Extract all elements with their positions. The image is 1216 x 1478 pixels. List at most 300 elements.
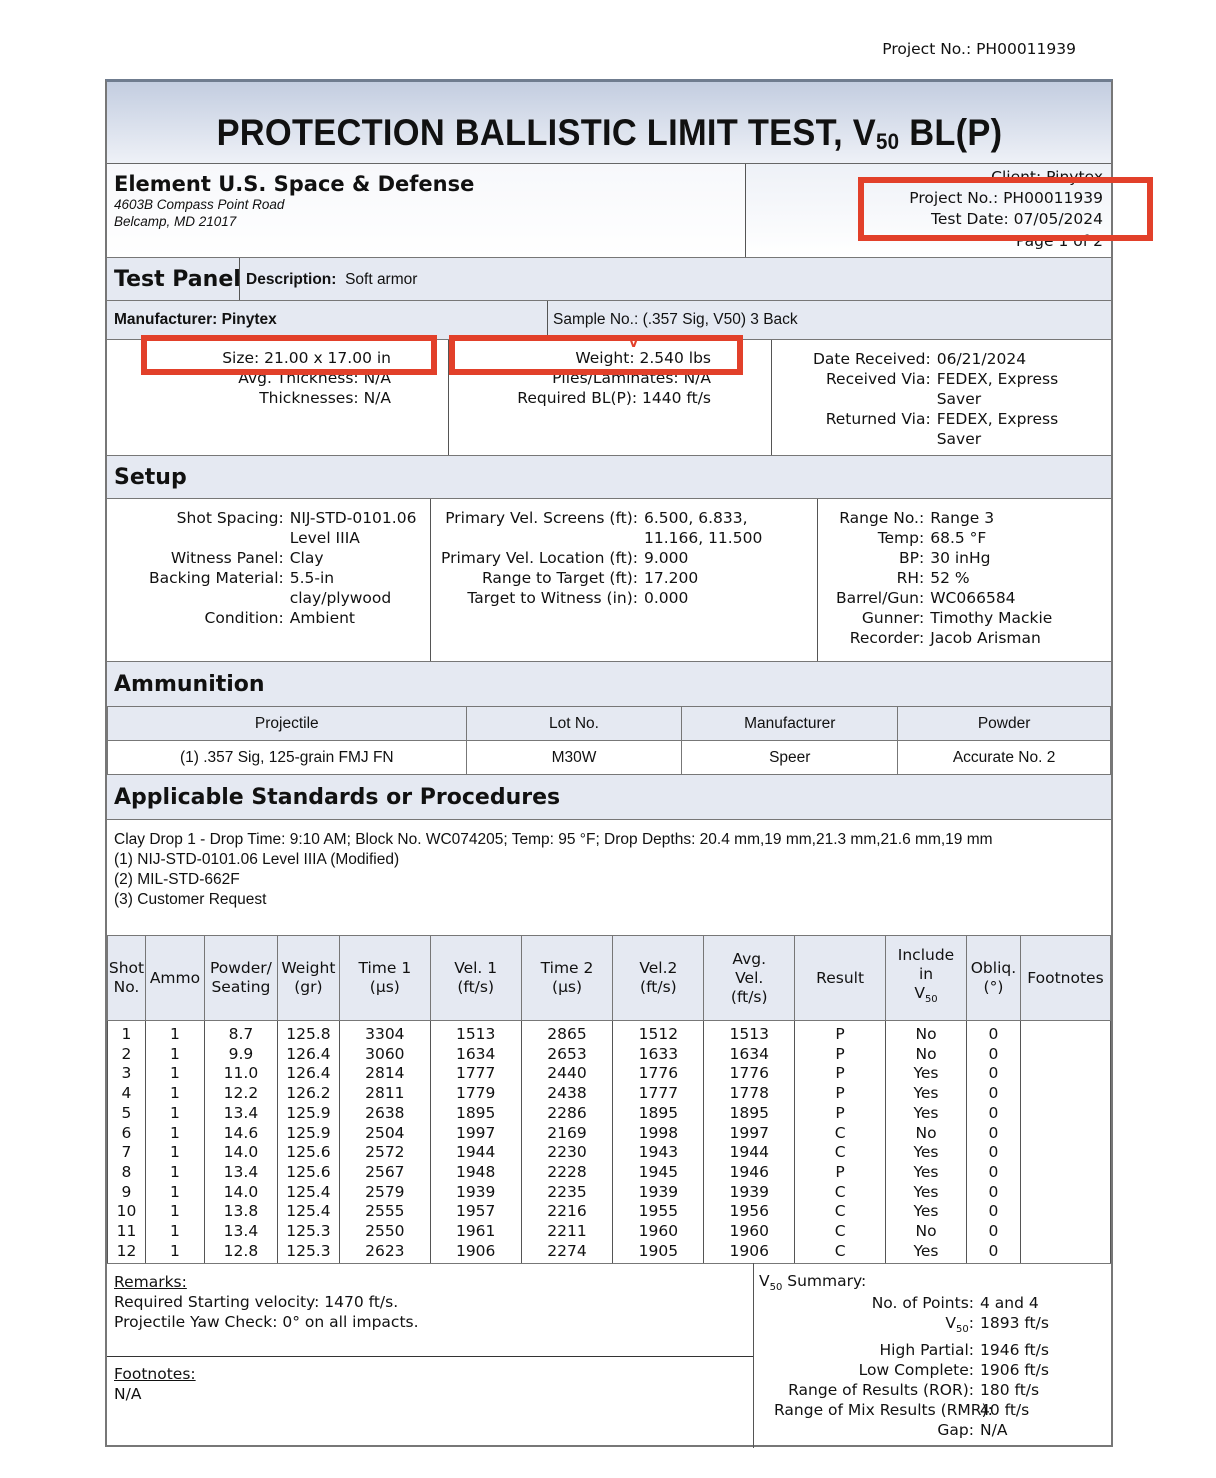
shot-cell: 0 [966,1202,1020,1222]
shot-cell: P [795,1084,886,1104]
shots-col-header: Shot No. [108,936,146,1021]
shot-cell [1020,1045,1110,1065]
gunner-label: Gunner: [861,609,925,627]
title-band [107,82,1111,164]
shot-row [108,1104,1111,1124]
shots-col-header: Weight (gr) [277,936,339,1021]
shot-cell: 1 [145,1202,204,1222]
company-address-2: Belcamp, MD 21017 [114,214,237,229]
ammunition-table [107,706,1111,775]
shot-cell: Yes [886,1104,967,1124]
shots-col-header: Ammo [145,936,204,1021]
shot-cell: 0 [966,1021,1020,1045]
summary-word: Summary: [782,1272,867,1290]
gunner-value: Timothy Mackie [930,609,1053,627]
shot-row [108,1163,1111,1183]
shot-cell [1020,1143,1110,1163]
shot-cell: 1997 [430,1124,521,1144]
shot-cell: 4 [108,1084,146,1104]
shot-cell: 2653 [521,1045,613,1065]
v-letter: V [759,1272,770,1290]
shot-cell: 1634 [430,1045,521,1065]
shot-cell: 0 [966,1222,1020,1242]
shot-cell [1020,1064,1110,1084]
shot-cell: 2504 [339,1124,430,1144]
shot-cell: P [795,1045,886,1065]
divider [107,819,1111,820]
vel-screens-value: 6.500, 6.833, 11.166, 11.500 [643,509,763,547]
shot-row [108,1064,1111,1084]
setup-col3 [836,508,1052,648]
shot-cell: 1960 [704,1222,795,1242]
date-received-label: Date Received: [813,350,931,368]
highlight-box-weight [449,335,743,375]
shot-row [108,1222,1111,1242]
summary-label: High Partial: [879,1341,974,1360]
shot-cell: 1939 [430,1183,521,1203]
col-projectile: Projectile [108,707,467,741]
summary-value: 40 ft/s [980,1401,1030,1420]
shot-cell [1020,1202,1110,1222]
shot-cell: 12 [108,1242,146,1264]
range-no-value: Range 3 [930,509,995,527]
shots-col-header: Include in $V_{50}$ [886,936,967,1021]
shot-cell: 1778 [704,1084,795,1104]
shot-cell: 1956 [704,1202,795,1222]
shot-cell: P [795,1021,886,1045]
bp-label: BP: [899,549,925,567]
setup-col2 [441,508,762,608]
divider [753,1263,754,1448]
col-powder: Powder [898,707,1111,741]
col-manufacturer: Manufacturer [682,707,898,741]
shot-cell: C [795,1183,886,1203]
shot-cell: 1779 [430,1084,521,1104]
backing-material-label: Backing Material: [149,569,284,587]
summary-label: Range of Results (ROR): [788,1381,974,1400]
setup-band [107,456,1111,498]
shot-cell: 0 [966,1183,1020,1203]
v-subscript: 50 [769,1282,783,1294]
company-address-1: 4603B Compass Point Road [114,197,285,212]
shot-cell: 1906 [704,1242,795,1264]
shot-cell: 2438 [521,1084,613,1104]
range-to-target-label: Range to Target (ft): [481,569,638,587]
shot-cell: 0 [966,1124,1020,1144]
sample-no: Sample No.: (.357 Sig, V50) 3 Back [553,311,798,328]
ammunition-row [108,741,1111,775]
client-line: Client: Pinytex [991,168,1103,186]
shot-cell: 0 [966,1143,1020,1163]
setup-col1 [149,508,416,628]
shot-cell: 1895 [430,1104,521,1124]
shot-cell: P [795,1163,886,1183]
shot-cell: 1 [145,1104,204,1124]
condition-value: Ambient [289,609,356,627]
v50-summary [759,1272,1109,1440]
shot-cell: 8.7 [204,1021,277,1045]
shot-cell: 1513 [704,1021,795,1045]
target-to-witness-label: Target to Witness (in): [467,589,638,607]
shot-cell: 1777 [430,1064,521,1084]
summary-value: 4 and 4 [980,1294,1039,1313]
client-project-no: Project No.: PH00011939 [909,189,1103,207]
remark-line: Required Starting velocity: 1470 ft/s. [114,1293,399,1311]
required-blp: Required BL(P): 1440 ft/s [517,389,711,407]
received-via-label: Received Via: [825,370,931,388]
shot-cell: 1 [145,1242,204,1264]
shots-col-header: Powder/ Seating [204,936,277,1021]
shot-cell: 1939 [613,1183,704,1203]
manufacturer-field: Manufacturer: Pinytex [114,311,277,328]
summary-value: 1893 ft/s [980,1314,1049,1333]
shot-cell: 1955 [613,1202,704,1222]
setup-heading: Setup [114,465,187,490]
shot-cell: 0 [966,1163,1020,1183]
shot-cell: Yes [886,1242,967,1264]
shot-cell: 14.0 [204,1183,277,1203]
shot-cell: 13.4 [204,1104,277,1124]
shot-cell: 7 [108,1143,146,1163]
ammunition-header-row [108,707,1111,741]
receipt-info [813,349,1058,449]
shot-cell: 125.3 [277,1242,339,1264]
summary-label: $V_{50}$: [945,1314,974,1336]
shot-cell: Yes [886,1064,967,1084]
rh-label: RH: [896,569,925,587]
divider [547,301,548,339]
shot-cell: 2814 [339,1064,430,1084]
shot-cell [1020,1124,1110,1144]
range-to-target-value: 17.200 [643,569,699,587]
shot-cell: 2211 [521,1222,613,1242]
shot-cell: 1895 [613,1104,704,1124]
shot-cell: 3060 [339,1045,430,1065]
shot-cell: 1 [145,1183,204,1203]
shot-cell: 1895 [704,1104,795,1124]
shots-col-header: Avg. Vel. (ft/s) [704,936,795,1021]
avg-thickness-field: Avg. Thickness: N/A [238,369,391,387]
shot-cell: 125.9 [277,1104,339,1124]
shot-spacing-value: NIJ-STD-0101.06 Level IIIA [289,509,417,547]
target-to-witness-value: 0.000 [643,589,689,607]
shot-cell: 9.9 [204,1045,277,1065]
shot-cell: 2228 [521,1163,613,1183]
backing-material-value: 5.5-in clay/plywood [289,569,392,607]
shot-cell: 1513 [430,1021,521,1045]
shot-cell: No [886,1045,967,1065]
shot-cell: 1 [145,1222,204,1242]
shot-cell: 2579 [339,1183,430,1203]
client-test-date: Test Date: 07/05/2024 [931,210,1103,228]
shot-cell: 1944 [430,1143,521,1163]
size-field: Size: 21.00 x 17.00 in [222,349,391,367]
shot-cell: 1906 [430,1242,521,1264]
shots-col-header: Time 2 (µs) [521,936,613,1021]
rh-value: 52 % [930,569,970,587]
shot-cell [1020,1084,1110,1104]
remarks-label: Remarks: [114,1273,187,1291]
title-tail: BL(P) [898,112,1002,153]
shot-cell: 1939 [704,1183,795,1203]
summary-value: N/A [980,1421,1008,1440]
divider [107,1263,1111,1264]
shot-cell: 126.4 [277,1064,339,1084]
shot-cell: 14.0 [204,1143,277,1163]
page-header-project-no: Project No.: PH00011939 [882,40,1076,58]
shot-cell: 125.3 [277,1222,339,1242]
shot-cell: No [886,1222,967,1242]
shot-cell [1020,1222,1110,1242]
v50-summary-items [774,1293,1084,1440]
shot-cell: Yes [886,1143,967,1163]
shot-cell [1020,1021,1110,1045]
shot-cell: Yes [886,1163,967,1183]
shot-cell: 1 [145,1064,204,1084]
summary-value: 180 ft/s [980,1381,1040,1400]
shot-cell [1020,1183,1110,1203]
shot-cell: 126.2 [277,1084,339,1104]
shot-cell: 14.6 [204,1124,277,1144]
temp-value: 68.5 °F [930,529,987,547]
shot-cell: No [886,1124,967,1144]
shot-row [108,1242,1111,1264]
shots-header-row [108,936,1111,1021]
report-title [216,112,1002,155]
shot-cell: P [795,1104,886,1124]
shot-cell: 6 [108,1124,146,1144]
powder-value: Accurate No. 2 [898,741,1111,775]
remarks-block [114,1272,419,1332]
shot-cell: 1 [145,1084,204,1104]
shot-cell: 1905 [613,1242,704,1264]
vel-location-value: 9.000 [643,549,689,567]
shot-cell: 1948 [430,1163,521,1183]
col-lot-no: Lot No. [466,707,682,741]
projectile-value: (1) .357 Sig, 125-grain FMJ FN [108,741,467,775]
thicknesses-field: Thicknesses: N/A [259,389,391,407]
shot-cell: 0 [966,1084,1020,1104]
shot-cell: 1998 [613,1124,704,1144]
shot-cell: 1 [145,1045,204,1065]
shot-cell: 1512 [613,1021,704,1045]
annotation-check-mark: v [629,336,638,351]
standard-item: (1) NIJ-STD-0101.06 Level IIIA (Modified) [114,851,400,868]
shot-cell: C [795,1124,886,1144]
shot-cell: 1946 [704,1163,795,1183]
shot-cell: 2572 [339,1143,430,1163]
summary-label: Gap: [937,1421,974,1440]
divider [107,498,1111,499]
footnotes-block [114,1364,196,1404]
shot-row [108,1045,1111,1065]
highlight-box-size [141,335,437,375]
shot-cell: 125.6 [277,1143,339,1163]
barrel-value: WC066584 [930,589,1016,607]
witness-panel-value: Clay [289,549,324,567]
standard-item: (2) MIL-STD-662F [114,871,240,888]
shots-body [108,1021,1111,1264]
shot-cell: 2 [108,1045,146,1065]
description-row [246,271,417,289]
shot-cell: 125.9 [277,1124,339,1144]
footnotes-label: Footnotes: [114,1365,196,1383]
shot-cell [1020,1242,1110,1264]
shot-cell: 2638 [339,1104,430,1124]
bp-value: 30 inHg [930,549,991,567]
shot-cell: 2235 [521,1183,613,1203]
shot-cell: 1776 [613,1064,704,1084]
company-name: Element U.S. Space & Defense [114,172,475,196]
clay-drop-line: Clay Drop 1 - Drop Time: 9:10 AM; Block No. WC074205; Temp: 95 °F; Drop Depths: 20.4 mm,19 mm,21.3 mm,21.6 mm,19 mm [114,831,993,848]
shot-cell: 1943 [613,1143,704,1163]
shot-cell: 11 [108,1222,146,1242]
summary-label: Low Complete: [858,1361,974,1380]
title-text: PROTECTION BALLISTIC LIMIT TEST, V [216,112,876,153]
shot-cell: 1777 [613,1084,704,1104]
shot-cell: 9 [108,1183,146,1203]
shot-row [108,1183,1111,1203]
shot-cell: 1 [145,1021,204,1045]
shot-cell: 1634 [704,1045,795,1065]
shot-row [108,1084,1111,1104]
shot-cell: 1776 [704,1064,795,1084]
shot-cell: 1 [145,1124,204,1144]
shot-cell: 12.8 [204,1242,277,1264]
shot-cell: 125.6 [277,1163,339,1183]
temp-label: Temp: [877,529,925,547]
title-subscript: 50 [875,129,899,154]
remark-line: Projectile Yaw Check: 0° on all impacts. [114,1313,419,1331]
shot-cell: 1 [145,1143,204,1163]
returned-via-label: Returned Via: [825,410,931,428]
shot-cell: 2811 [339,1084,430,1104]
witness-panel-label: Witness Panel: [170,549,284,567]
shot-cell: 3304 [339,1021,430,1045]
shot-cell: C [795,1242,886,1264]
divider [817,499,818,661]
shot-cell: 1633 [613,1045,704,1065]
shot-row [108,1202,1111,1222]
shot-cell: 2550 [339,1222,430,1242]
barrel-label: Barrel/Gun: [836,589,925,607]
shots-col-header: Result [795,936,886,1021]
shot-cell: 1961 [430,1222,521,1242]
summary-value: 1906 ft/s [980,1361,1049,1380]
summary-label: No. of Points: [871,1294,974,1313]
shot-cell: 2216 [521,1202,613,1222]
client-page-no: Page 1 of 2 [1016,232,1103,250]
v50-summary-heading [759,1272,1109,1293]
shot-row [108,1021,1111,1045]
shot-cell: 1997 [704,1124,795,1144]
shot-cell: 0 [966,1045,1020,1065]
divider [771,340,772,455]
shot-cell: 3 [108,1064,146,1084]
shots-col-header: Vel.2 (ft/s) [613,936,704,1021]
divider [430,499,431,661]
shot-cell: 125.4 [277,1183,339,1203]
shot-cell: 2274 [521,1242,613,1264]
condition-label: Condition: [204,609,284,627]
shots-col-header: Footnotes [1020,936,1110,1021]
shot-spacing-label: Shot Spacing: [176,509,284,527]
shot-cell: 0 [966,1104,1020,1124]
shot-cell: Yes [886,1202,967,1222]
report-sheet [105,79,1113,1447]
shot-cell: 2567 [339,1163,430,1183]
shot-cell: 2623 [339,1242,430,1264]
shot-cell: 2286 [521,1104,613,1124]
shot-cell [1020,1104,1110,1124]
standards-list [114,830,1104,910]
shot-cell: 13.4 [204,1163,277,1183]
received-via-value: FEDEX, Express Saver [936,370,1059,408]
shot-cell: 8 [108,1163,146,1183]
shot-row [108,1124,1111,1144]
recorder-label: Recorder: [849,629,925,647]
shot-cell [1020,1163,1110,1183]
date-received-value: 06/21/2024 [936,350,1027,368]
shot-cell: 1 [108,1021,146,1045]
shot-cell: 13.8 [204,1202,277,1222]
summary-value: 1946 ft/s [980,1341,1049,1360]
footnotes-value: N/A [114,1385,142,1403]
plies-field: Plies/Laminates: N/A [552,369,711,387]
recorder-value: Jacob Arisman [930,629,1041,647]
range-no-label: Range No.: [839,509,925,527]
shot-row [108,1143,1111,1163]
shot-cell: 2169 [521,1124,613,1144]
shots-col-header: Obliq. (°) [966,936,1020,1021]
weight-text: Weight: 2.540 lbs [575,349,711,367]
shot-cell: 1 [145,1163,204,1183]
test-panel-heading: Test Panel [114,267,241,292]
vel-location-label: Primary Vel. Location (ft): [441,549,638,567]
shot-cell: C [795,1143,886,1163]
shot-cell: No [886,1021,967,1045]
shot-cell: 126.4 [277,1045,339,1065]
shot-cell: Yes [886,1183,967,1203]
shot-cell: 2865 [521,1021,613,1045]
returned-via-value: FEDEX, Express Saver [936,410,1059,448]
shot-cell: 11.0 [204,1064,277,1084]
company-block [107,164,745,257]
description-value: Soft armor [345,271,418,288]
shot-cell: 1944 [704,1143,795,1163]
shot-cell: C [795,1222,886,1242]
shots-table [107,935,1111,1263]
summary-label: Range of Mix Results (RMR): [774,1401,993,1420]
shot-cell: Yes [886,1084,967,1104]
shot-cell: 2440 [521,1064,613,1084]
shot-cell: 0 [966,1242,1020,1264]
shot-cell: 1960 [613,1222,704,1242]
divider [107,1356,753,1357]
shot-cell: 0 [966,1064,1020,1084]
shots-col-header: Time 1 (µs) [339,936,430,1021]
description-label: Description: [246,271,337,288]
highlight-box-project [858,177,1153,241]
shot-cell: 12.2 [204,1084,277,1104]
shot-cell: 10 [108,1202,146,1222]
lot-no-value: M30W [466,741,682,775]
shot-cell: P [795,1064,886,1084]
shot-cell: 13.4 [204,1222,277,1242]
shot-cell: 2555 [339,1202,430,1222]
shots-col-header: Vel. 1 (ft/s) [430,936,521,1021]
ammunition-heading: Ammunition [114,672,265,697]
